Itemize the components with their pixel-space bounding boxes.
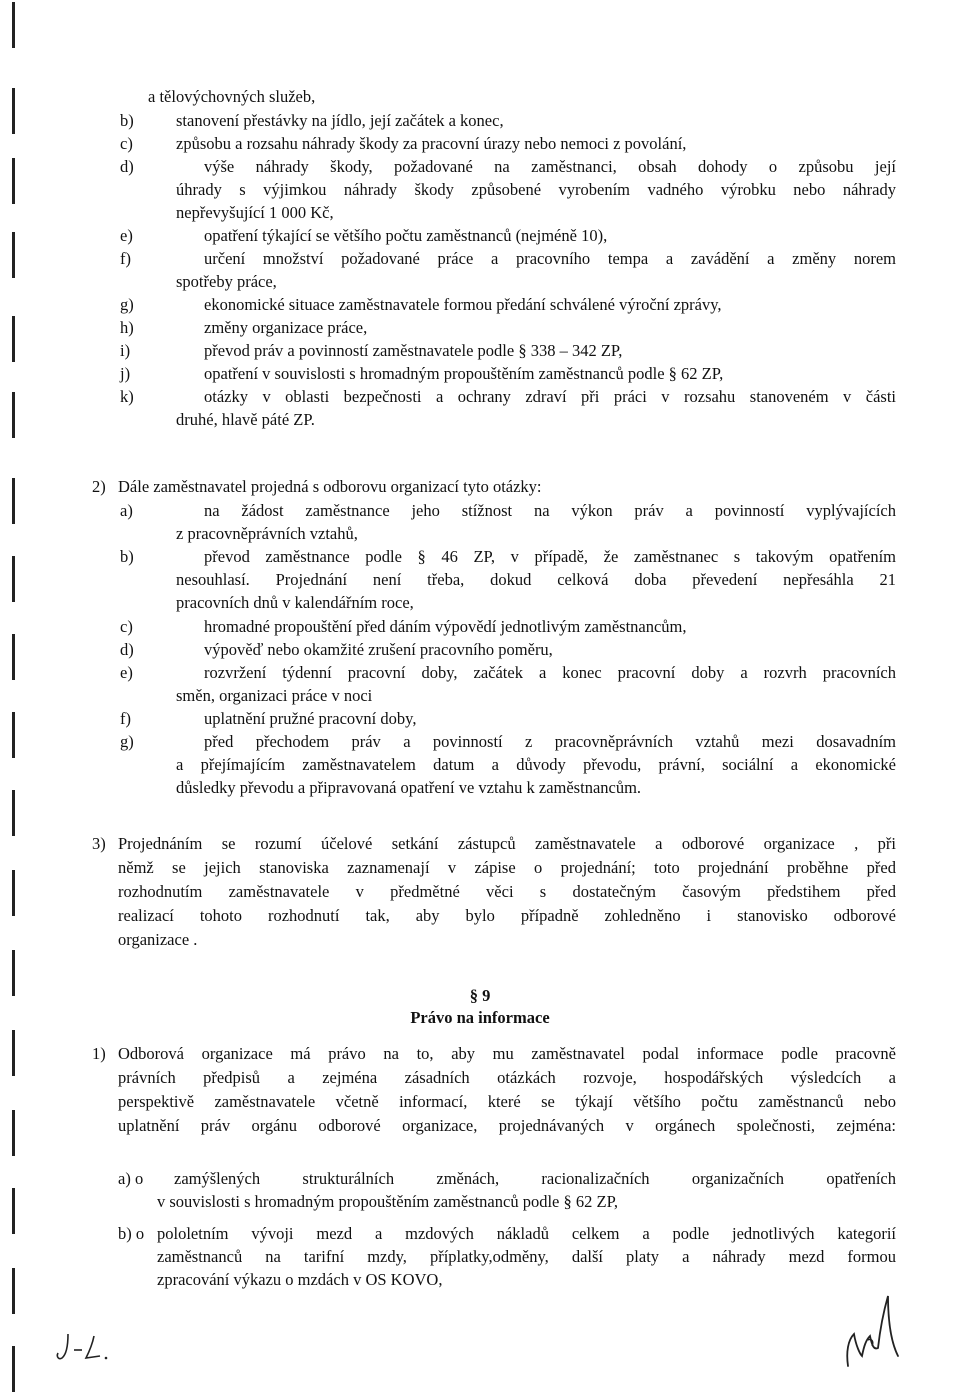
item-label: e)	[120, 663, 133, 682]
item-label: e)	[120, 226, 133, 245]
item-text: na žádost zaměstnance jeho stížnost na výkon práv a povinností vyplývajících	[204, 501, 896, 520]
binding-mark	[4, 1188, 15, 1234]
item-label: i)	[120, 341, 131, 360]
item-label: j)	[120, 364, 131, 383]
paragraph-line: němž se jejich stanoviska zaznamenají v zápise o projednání; toto projednání proběhne před	[118, 858, 896, 877]
item-label: d)	[120, 640, 134, 659]
item-text: otázky v oblasti bezpečnosti a ochrany zdraví při práci v rozsahu stanoveném v části	[204, 387, 896, 406]
binding-mark	[4, 556, 15, 602]
item-text: úhrady s výjimkou náhrady škody způsobené vyrobením vadného výrobku nebo náhrady	[176, 180, 896, 199]
paragraph-line: rozhodnutím zaměstnavatele v předmětné věci s dostatečným časovým předstihem před	[118, 882, 896, 901]
paragraph-line: uplatnění práv orgánu odborové organizace, projednávaných v orgánech společnosti, zejména:	[118, 1116, 896, 1135]
item-text: směn, organizaci práce v noci	[176, 686, 373, 705]
item-text: způsobu a rozsahu náhrady škody za pracovní úrazy nebo nemoci z povolání,	[176, 134, 687, 153]
paragraph-line: právních předpisů a zejména zásadních otázkách rozvoje, hospodářských výsledcích a	[118, 1068, 896, 1087]
binding-mark	[4, 790, 15, 836]
item-text: opatření v souvislosti s hromadným propouštěním zaměstnanců podle § 62 ZP,	[204, 364, 724, 383]
binding-mark	[4, 88, 15, 134]
item-label: f)	[120, 709, 131, 728]
section-number-heading: § 9	[469, 986, 491, 1005]
item-text: určení množství požadované práce a pracovního tempa a zavádění a změny norem	[204, 249, 896, 268]
binding-mark	[4, 316, 15, 362]
binding-edge	[0, 0, 24, 1392]
section-number: 1)	[92, 1044, 106, 1063]
binding-mark	[4, 232, 15, 278]
section-number: 3)	[92, 834, 106, 853]
item-text: uplatnění pružné pracovní doby,	[204, 709, 417, 728]
item-text: výše náhrady škody, požadované na zaměstnanci, obsah dohody o způsobu její	[204, 157, 896, 176]
item-text: z pracovněprávních vztahů,	[176, 524, 358, 543]
item-text: před přechodem práv a povinností z pracovněprávních vztahů mezi dosavadním	[204, 732, 896, 751]
item-label: d)	[120, 157, 134, 176]
item-text: stanovení přestávky na jídlo, její začátek a konec,	[176, 111, 504, 130]
item-label: g)	[120, 295, 134, 314]
item-text: nesouhlasí. Projednání není třeba, dokud celková doba převedení nepřesáhla 21	[176, 570, 896, 589]
item-label: a) o	[118, 1169, 144, 1188]
paragraph-line: Odborová organizace má právo na to, aby mu zaměstnavatel podal informace podle pracovně	[118, 1044, 896, 1063]
item-text: převod zaměstnance podle § 46 ZP, v případě, že zaměstnanec s takovým opatřením	[204, 547, 896, 566]
handwritten-signature	[838, 1290, 908, 1372]
binding-mark	[4, 158, 15, 204]
item-label: b)	[120, 111, 134, 130]
item-text: zpracování výkazu o mzdách v OS KOVO,	[157, 1270, 443, 1289]
paragraph-line: realizací tohoto rozhodnutí tak, aby bylo případně zohledněno i stanovisko odborové	[118, 906, 896, 925]
item-label: c)	[120, 617, 133, 636]
binding-mark	[4, 870, 15, 916]
binding-mark	[4, 1346, 15, 1392]
item-label: k)	[120, 387, 134, 406]
item-text: změny organizace práce,	[204, 318, 368, 337]
item-text: ekonomické situace zaměstnavatele formou předání schválené výroční zprávy,	[204, 295, 722, 314]
item-label: b) o	[118, 1224, 145, 1243]
item-text: a přejímajícím zaměstnavatelem datum a důvody převodu, právní, sociální a ekonomické	[176, 755, 896, 774]
binding-mark	[4, 634, 15, 680]
paragraph-line: organizace .	[118, 930, 198, 949]
item-text: spotřeby práce,	[176, 272, 277, 291]
item-text: výpověď nebo okamžité zrušení pracovního poměru,	[204, 640, 553, 659]
item-text: pracovních dnů v kalendářním roce,	[176, 593, 414, 612]
item-text: zaměstnanců na tarifní mzdy, příplatky,odměny, další platy a náhrady mezd formou	[157, 1247, 896, 1266]
item-text: rozvržení týdenní pracovní doby, začátek a konec pracovní doby a rozvrh pracovních	[204, 663, 896, 682]
list-intro: a tělovýchovných služeb,	[148, 87, 316, 106]
item-text: v souvislosti s hromadným propouštěním zaměstnanců podle § 62 ZP,	[157, 1192, 619, 1211]
binding-mark	[4, 392, 15, 438]
paragraph-line: perspektivě zaměstnavatele včetně informací, které se týkají většího počtu zaměstnanců nebo	[118, 1092, 896, 1111]
item-label: c)	[120, 134, 133, 153]
item-label: h)	[120, 318, 134, 337]
item-label: a)	[120, 501, 133, 520]
item-label: f)	[120, 249, 131, 268]
section-intro: Dále zaměstnavatel projedná s odborovu organizací tyto otázky:	[118, 477, 542, 496]
item-text: druhé, hlavě páté ZP.	[176, 410, 315, 429]
binding-mark	[4, 478, 15, 524]
section-number: 2)	[92, 477, 106, 496]
item-label: g)	[120, 732, 134, 751]
item-text: hromadné propouštění před dáním výpovědí jednotlivým zaměstnancům,	[204, 617, 687, 636]
item-text: důsledky převodu a připravovaná opatření ve vztahu k zaměstnancům.	[176, 778, 642, 797]
binding-mark	[4, 712, 15, 758]
item-text: nepřevyšující 1 000 Kč,	[176, 203, 334, 222]
section-title: Právo na informace	[410, 1008, 550, 1027]
binding-mark	[4, 1030, 15, 1076]
handwritten-initials	[54, 1328, 134, 1364]
item-text: pololetním vývoji mezd a mzdových nákladů celkem a podle jednotlivých kategorií	[157, 1224, 896, 1243]
item-label: b)	[120, 547, 134, 566]
paragraph-line: Projednáním se rozumí účelové setkání zástupců zaměstnavatele a odborové organizace , při	[118, 834, 896, 853]
item-text: opatření týkající se většího počtu zaměstnanců (nejméně 10),	[204, 226, 608, 245]
binding-mark	[4, 1110, 15, 1156]
item-text: zamýšlených strukturálních změnách, racionalizačních organizačních opatřeních	[174, 1169, 896, 1188]
binding-mark	[4, 2, 15, 48]
binding-mark	[4, 1268, 15, 1314]
item-text: převod práv a povinností zaměstnavatele podle § 338 – 342 ZP,	[204, 341, 623, 360]
